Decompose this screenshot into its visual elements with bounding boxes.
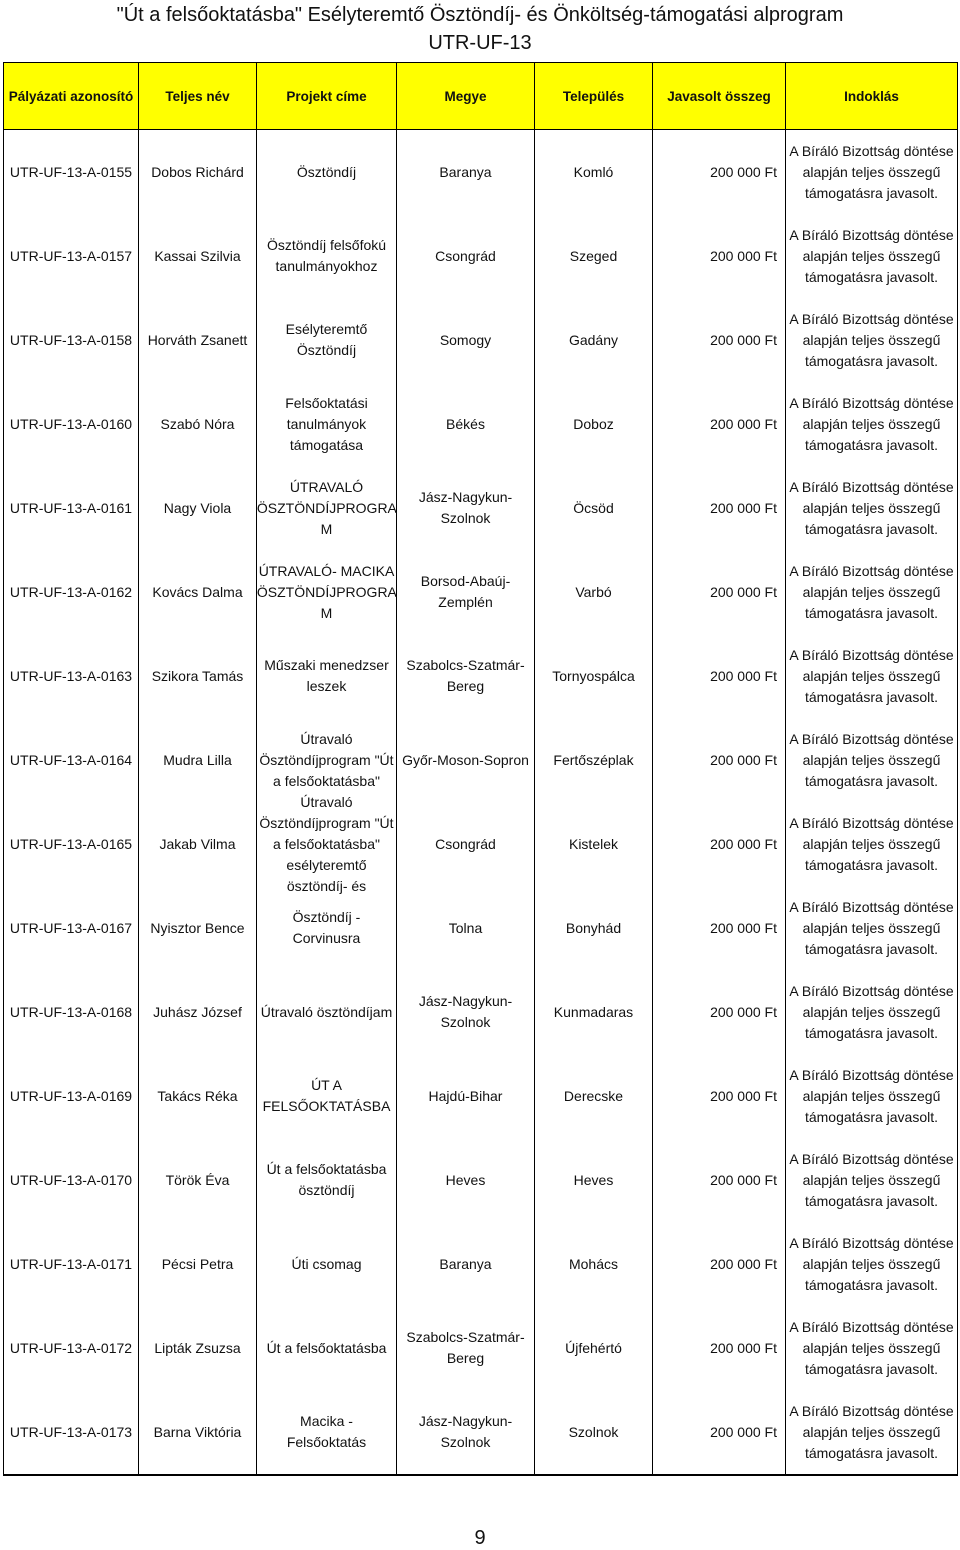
cell-application-id	[4, 550, 139, 634]
cell-full-name	[139, 1054, 257, 1138]
cell-project-title	[257, 793, 397, 894]
cell-town-text: Kistelek	[568, 835, 619, 852]
cell-justification	[786, 298, 958, 382]
cell-justification-text: A Bíráló Bizottság döntése alapján teljes összegű támogatásra javasolt.	[789, 226, 954, 285]
cell-application-id	[4, 1390, 139, 1475]
cell-application-id-text: UTR-UF-13-A-0169	[9, 1087, 133, 1104]
cell-project-title-text: Macika - Felsőoktatás	[286, 1413, 367, 1450]
table-row	[4, 130, 958, 215]
cell-application-id	[4, 1306, 139, 1390]
cell-town	[535, 1306, 653, 1390]
header-project-title: Projekt címe	[257, 63, 397, 130]
cell-justification-text: A Bíráló Bizottság döntése alapján teljes összegű támogatásra javasolt.	[789, 646, 954, 705]
cell-town	[535, 886, 653, 970]
cell-project-title	[257, 130, 397, 215]
cell-full-name-text: Horváth Zsanett	[147, 331, 248, 348]
cell-full-name-text: Juhász József	[153, 1003, 242, 1020]
cell-application-id-text: UTR-UF-13-A-0158	[9, 331, 133, 348]
table-row	[4, 802, 958, 886]
cell-county	[397, 1138, 535, 1222]
cell-proposed-amount	[653, 130, 786, 215]
cell-full-name	[139, 634, 257, 718]
cell-application-id	[4, 802, 139, 886]
cell-county	[397, 970, 535, 1054]
cell-full-name	[139, 130, 257, 215]
cell-county	[397, 466, 535, 550]
cell-full-name-text: Kassai Szilvia	[154, 247, 241, 264]
table-row	[4, 1306, 958, 1390]
cell-proposed-amount	[653, 1390, 786, 1475]
cell-proposed-amount-text: 200 000 Ft	[710, 1423, 777, 1440]
cell-town	[535, 298, 653, 382]
cell-county-text: Szabolcs-Szatmár-Bereg	[406, 1329, 525, 1366]
cell-justification-text: A Bíráló Bizottság döntése alapján teljes összegű támogatásra javasolt.	[789, 730, 954, 789]
cell-county-text: Szabolcs-Szatmár-Bereg	[406, 657, 525, 694]
cell-justification-text: A Bíráló Bizottság döntése alapján teljes összegű támogatásra javasolt.	[789, 394, 954, 453]
cell-county	[397, 214, 535, 298]
cell-town-text: Szeged	[569, 247, 618, 264]
cell-proposed-amount-text: 200 000 Ft	[710, 331, 777, 348]
table-row	[4, 970, 958, 1054]
cell-justification-text: A Bíráló Bizottság döntése alapján teljes összegű támogatásra javasolt.	[789, 310, 954, 369]
cell-proposed-amount-text: 200 000 Ft	[710, 835, 777, 852]
cell-full-name-text: Pécsi Petra	[161, 1255, 234, 1272]
cell-full-name	[139, 1138, 257, 1222]
cell-application-id	[4, 466, 139, 550]
cell-full-name-text: Szikora Tamás	[151, 667, 244, 684]
cell-project-title	[257, 550, 397, 634]
cell-proposed-amount	[653, 382, 786, 466]
cell-project-title	[257, 466, 397, 550]
cell-town	[535, 1138, 653, 1222]
cell-project-title-text: Úti csomag	[291, 1255, 362, 1272]
cell-justification	[786, 1138, 958, 1222]
cell-project-title	[257, 1390, 397, 1475]
cell-town	[535, 1054, 653, 1138]
cell-justification-text: A Bíráló Bizottság döntése alapján teljes összegű támogatásra javasolt.	[789, 1234, 954, 1293]
cell-application-id-text: UTR-UF-13-A-0155	[9, 163, 133, 180]
cell-county	[397, 298, 535, 382]
cell-town	[535, 1222, 653, 1306]
cell-justification	[786, 466, 958, 550]
cell-project-title	[257, 298, 397, 382]
cell-town	[535, 130, 653, 215]
cell-proposed-amount-text: 200 000 Ft	[710, 1339, 777, 1356]
cell-application-id	[4, 1054, 139, 1138]
table-row	[4, 1054, 958, 1138]
cell-application-id	[4, 130, 139, 215]
cell-application-id-text: UTR-UF-13-A-0165	[9, 835, 133, 852]
cell-application-id-text: UTR-UF-13-A-0168	[9, 1003, 133, 1020]
cell-project-title-text: Ösztöndíj felsőfokú tanulmányokhoz	[266, 237, 387, 274]
cell-project-title-text: Út a felsőoktatásba ösztöndíj	[266, 1161, 387, 1198]
cell-justification-text: A Bíráló Bizottság döntése alapján teljes összegű támogatásra javasolt.	[789, 898, 954, 957]
cell-application-id-text: UTR-UF-13-A-0170	[9, 1171, 133, 1188]
cell-proposed-amount	[653, 466, 786, 550]
cell-county-text: Tolna	[448, 919, 483, 936]
cell-proposed-amount	[653, 718, 786, 802]
cell-application-id-text: UTR-UF-13-A-0163	[9, 667, 133, 684]
table-row	[4, 550, 958, 634]
cell-full-name	[139, 466, 257, 550]
cell-full-name-text: Kovács Dalma	[152, 583, 243, 600]
cell-proposed-amount-text: 200 000 Ft	[710, 667, 777, 684]
cell-application-id-text: UTR-UF-13-A-0157	[9, 247, 133, 264]
cell-county-text: Jász-Nagykun-Szolnok	[418, 489, 513, 526]
cell-project-title	[257, 1138, 397, 1222]
grant-table	[3, 62, 958, 1476]
cell-full-name-text: Szabó Nóra	[160, 415, 235, 432]
cell-justification-text: A Bíráló Bizottság döntése alapján teljes összegű támogatásra javasolt.	[789, 1150, 954, 1209]
cell-proposed-amount	[653, 1054, 786, 1138]
cell-proposed-amount-text: 200 000 Ft	[710, 1171, 777, 1188]
cell-application-id	[4, 634, 139, 718]
cell-county-text: Heves	[445, 1171, 486, 1188]
cell-proposed-amount-text: 200 000 Ft	[710, 1003, 777, 1020]
cell-full-name	[139, 718, 257, 802]
cell-full-name	[139, 802, 257, 886]
cell-town	[535, 382, 653, 466]
cell-county-text: Jász-Nagykun-Szolnok	[418, 993, 513, 1030]
cell-proposed-amount-text: 200 000 Ft	[710, 583, 777, 600]
cell-proposed-amount	[653, 634, 786, 718]
cell-county	[397, 1054, 535, 1138]
cell-town-text: Bonyhád	[565, 919, 622, 936]
cell-application-id	[4, 1222, 139, 1306]
cell-town	[535, 718, 653, 802]
cell-town	[535, 214, 653, 298]
cell-town-text: Tornyospálca	[552, 667, 635, 684]
cell-application-id	[4, 718, 139, 802]
cell-justification-text: A Bíráló Bizottság döntése alapján teljes összegű támogatásra javasolt.	[789, 1318, 954, 1377]
cell-justification	[786, 1222, 958, 1306]
cell-town	[535, 802, 653, 886]
cell-town	[535, 634, 653, 718]
cell-justification-text: A Bíráló Bizottság döntése alapján teljes összegű támogatásra javasolt.	[789, 478, 954, 537]
cell-county-text: Békés	[446, 415, 485, 432]
cell-proposed-amount	[653, 802, 786, 886]
cell-town-text: Derecske	[563, 1087, 624, 1104]
cell-project-title-text: Felsőoktatási tanulmányok támogatása	[285, 394, 368, 453]
cell-full-name-text: Barna Viktória	[153, 1423, 242, 1440]
cell-county-text: Csongrád	[435, 247, 496, 264]
cell-town-text: Szolnok	[568, 1423, 619, 1440]
cell-full-name-text: Dobos Richárd	[151, 163, 244, 180]
cell-application-id-text: UTR-UF-13-A-0171	[9, 1255, 133, 1272]
cell-proposed-amount	[653, 886, 786, 970]
cell-county	[397, 718, 535, 802]
cell-justification-text: A Bíráló Bizottság döntése alapján teljes összegű támogatásra javasolt.	[789, 142, 954, 201]
cell-proposed-amount-text: 200 000 Ft	[710, 247, 777, 264]
cell-project-title-text: ÚTRAVALÓ- MACIKA ÖSZTÖNDÍJPROGRA M	[256, 562, 397, 621]
cell-proposed-amount-text: 200 000 Ft	[710, 163, 777, 180]
cell-county-text: Somogy	[439, 331, 492, 348]
cell-county	[397, 1306, 535, 1390]
cell-justification-text: A Bíráló Bizottság döntése alapján teljes összegű támogatásra javasolt.	[789, 1402, 954, 1461]
cell-application-id	[4, 1138, 139, 1222]
cell-project-title-text: Esélyteremtő Ösztöndíj	[285, 321, 368, 358]
cell-full-name	[139, 382, 257, 466]
cell-county	[397, 634, 535, 718]
cell-application-id-text: UTR-UF-13-A-0162	[9, 583, 133, 600]
cell-full-name	[139, 214, 257, 298]
cell-full-name	[139, 298, 257, 382]
cell-justification	[786, 886, 958, 970]
header-county: Megye	[397, 63, 535, 130]
table-row	[4, 1138, 958, 1222]
cell-county	[397, 130, 535, 215]
table-row	[4, 382, 958, 466]
page-number: 9	[474, 1527, 486, 1549]
table-header-row	[4, 63, 958, 130]
cell-full-name	[139, 1222, 257, 1306]
cell-full-name	[139, 970, 257, 1054]
header-proposed-amount: Javasolt összeg	[653, 63, 786, 130]
header-town: Település	[535, 63, 653, 130]
cell-full-name-text: Lipták Zsuzsa	[154, 1339, 241, 1356]
cell-project-title	[257, 1054, 397, 1138]
cell-project-title	[257, 1222, 397, 1306]
cell-justification	[786, 1306, 958, 1390]
cell-proposed-amount	[653, 214, 786, 298]
cell-application-id-text: UTR-UF-13-A-0161	[9, 499, 133, 516]
cell-project-title	[257, 970, 397, 1054]
cell-town-text: Mohács	[568, 1255, 619, 1272]
cell-county-text: Győr-Moson-Sopron	[402, 751, 529, 768]
table-row	[4, 298, 958, 382]
cell-project-title	[257, 718, 397, 802]
cell-town-text: Doboz	[573, 415, 614, 432]
cell-town-text: Heves	[573, 1171, 614, 1188]
cell-proposed-amount-text: 200 000 Ft	[710, 1255, 777, 1272]
cell-proposed-amount	[653, 1222, 786, 1306]
cell-full-name	[139, 1306, 257, 1390]
table-row	[4, 634, 958, 718]
cell-project-title	[257, 214, 397, 298]
cell-proposed-amount	[653, 1306, 786, 1390]
cell-project-title	[257, 1306, 397, 1390]
cell-full-name-text: Nyisztor Bence	[150, 919, 245, 936]
table-row	[4, 718, 958, 802]
cell-full-name	[139, 886, 257, 970]
cell-proposed-amount-text: 200 000 Ft	[710, 919, 777, 936]
cell-county-text: Csongrád	[435, 835, 496, 852]
cell-application-id-text: UTR-UF-13-A-0173	[9, 1423, 133, 1440]
program-code: UTR-UF-13	[428, 32, 532, 54]
header-justification: Indoklás	[786, 63, 958, 130]
cell-town-text: Fertőszéplak	[553, 751, 634, 768]
cell-application-id	[4, 970, 139, 1054]
cell-town-text: Öcsöd	[573, 499, 614, 516]
cell-county	[397, 1390, 535, 1475]
cell-proposed-amount-text: 200 000 Ft	[710, 499, 777, 516]
cell-justification	[786, 634, 958, 718]
cell-county-text: Borsod-Abaúj-Zemplén	[420, 573, 511, 610]
cell-proposed-amount-text: 200 000 Ft	[710, 1087, 777, 1104]
cell-town	[535, 1390, 653, 1475]
cell-justification	[786, 718, 958, 802]
cell-proposed-amount	[653, 298, 786, 382]
cell-project-title-text: ÚTRAVALÓ ÖSZTÖNDÍJPROGRA M	[256, 478, 397, 537]
cell-county	[397, 1222, 535, 1306]
cell-proposed-amount-text: 200 000 Ft	[710, 751, 777, 768]
cell-full-name-text: Mudra Lilla	[163, 751, 232, 768]
cell-town-text: Kunmadaras	[553, 1003, 634, 1020]
cell-justification-text: A Bíráló Bizottság döntése alapján teljes összegű támogatásra javasolt.	[789, 814, 954, 873]
table-row	[4, 214, 958, 298]
cell-project-title-text: ÚT A FELSŐOKTATÁSBA	[262, 1077, 391, 1114]
cell-application-id-text: UTR-UF-13-A-0172	[9, 1339, 133, 1356]
cell-application-id	[4, 298, 139, 382]
table-row	[4, 1222, 958, 1306]
cell-town	[535, 970, 653, 1054]
cell-full-name	[139, 550, 257, 634]
cell-proposed-amount	[653, 550, 786, 634]
cell-full-name-text: Takács Réka	[157, 1087, 238, 1104]
cell-project-title-text: Útravaló Ösztöndíjprogram "Út a felsőoktatásba"	[259, 730, 394, 789]
cell-justification	[786, 970, 958, 1054]
cell-application-id	[4, 886, 139, 970]
cell-full-name-text: Török Éva	[165, 1171, 230, 1188]
cell-project-title	[257, 382, 397, 466]
cell-proposed-amount-text: 200 000 Ft	[710, 415, 777, 432]
cell-application-id-text: UTR-UF-13-A-0167	[9, 919, 133, 936]
cell-town-text: Gadány	[568, 331, 619, 348]
cell-project-title-text: Műszaki menedzser leszek	[264, 657, 389, 694]
cell-full-name-text: Nagy Viola	[163, 499, 232, 516]
cell-project-title-text: Útravaló ösztöndíjam	[260, 1003, 393, 1020]
cell-justification	[786, 214, 958, 298]
cell-justification	[786, 130, 958, 215]
cell-justification	[786, 1390, 958, 1475]
cell-application-id	[4, 382, 139, 466]
cell-justification-text: A Bíráló Bizottság döntése alapján teljes összegű támogatásra javasolt.	[789, 562, 954, 621]
cell-county-text: Jász-Nagykun-Szolnok	[418, 1413, 513, 1450]
cell-county	[397, 550, 535, 634]
cell-town-text: Újfehértó	[565, 1339, 622, 1356]
cell-justification	[786, 802, 958, 886]
header-application-id: Pályázati azonosító	[4, 63, 139, 130]
cell-county-text: Baranya	[439, 163, 492, 180]
table-row	[4, 1390, 958, 1475]
cell-justification	[786, 1054, 958, 1138]
cell-project-title	[257, 634, 397, 718]
cell-county-text: Baranya	[439, 1255, 492, 1272]
cell-application-id-text: UTR-UF-13-A-0160	[9, 415, 133, 432]
cell-justification	[786, 382, 958, 466]
cell-justification	[786, 550, 958, 634]
cell-project-title	[257, 886, 397, 970]
table-row	[4, 466, 958, 550]
cell-county	[397, 886, 535, 970]
cell-project-title-text: Ösztöndíj -Corvinusra	[292, 909, 361, 946]
cell-town-text: Varbó	[575, 583, 612, 600]
cell-town-text: Komló	[573, 163, 614, 180]
cell-full-name-text: Jakab Vilma	[159, 835, 236, 852]
cell-proposed-amount	[653, 1138, 786, 1222]
cell-county	[397, 382, 535, 466]
cell-county-text: Hajdú-Bihar	[428, 1087, 503, 1104]
cell-application-id	[4, 214, 139, 298]
cell-justification-text: A Bíráló Bizottság döntése alapján teljes összegű támogatásra javasolt.	[789, 1066, 954, 1125]
cell-justification-text: A Bíráló Bizottság döntése alapján teljes összegű támogatásra javasolt.	[789, 982, 954, 1041]
cell-town	[535, 550, 653, 634]
cell-project-title-text: Útravaló Ösztöndíjprogram "Út a felsőoktatásba" esélyteremtő ösztöndíj- és	[259, 793, 394, 894]
cell-county	[397, 802, 535, 886]
cell-full-name	[139, 1390, 257, 1475]
cell-project-title-text: Ösztöndíj	[296, 163, 357, 180]
cell-town	[535, 466, 653, 550]
document-title: "Út a felsőoktatásba" Esélyteremtő Ösztöndíj- és Önköltség-támogatási alprogram	[116, 4, 844, 26]
table-row	[4, 886, 958, 970]
cell-application-id-text: UTR-UF-13-A-0164	[9, 751, 133, 768]
cell-proposed-amount	[653, 970, 786, 1054]
cell-project-title-text: Út a felsőoktatásba	[266, 1339, 387, 1356]
header-full-name: Teljes név	[139, 63, 257, 130]
